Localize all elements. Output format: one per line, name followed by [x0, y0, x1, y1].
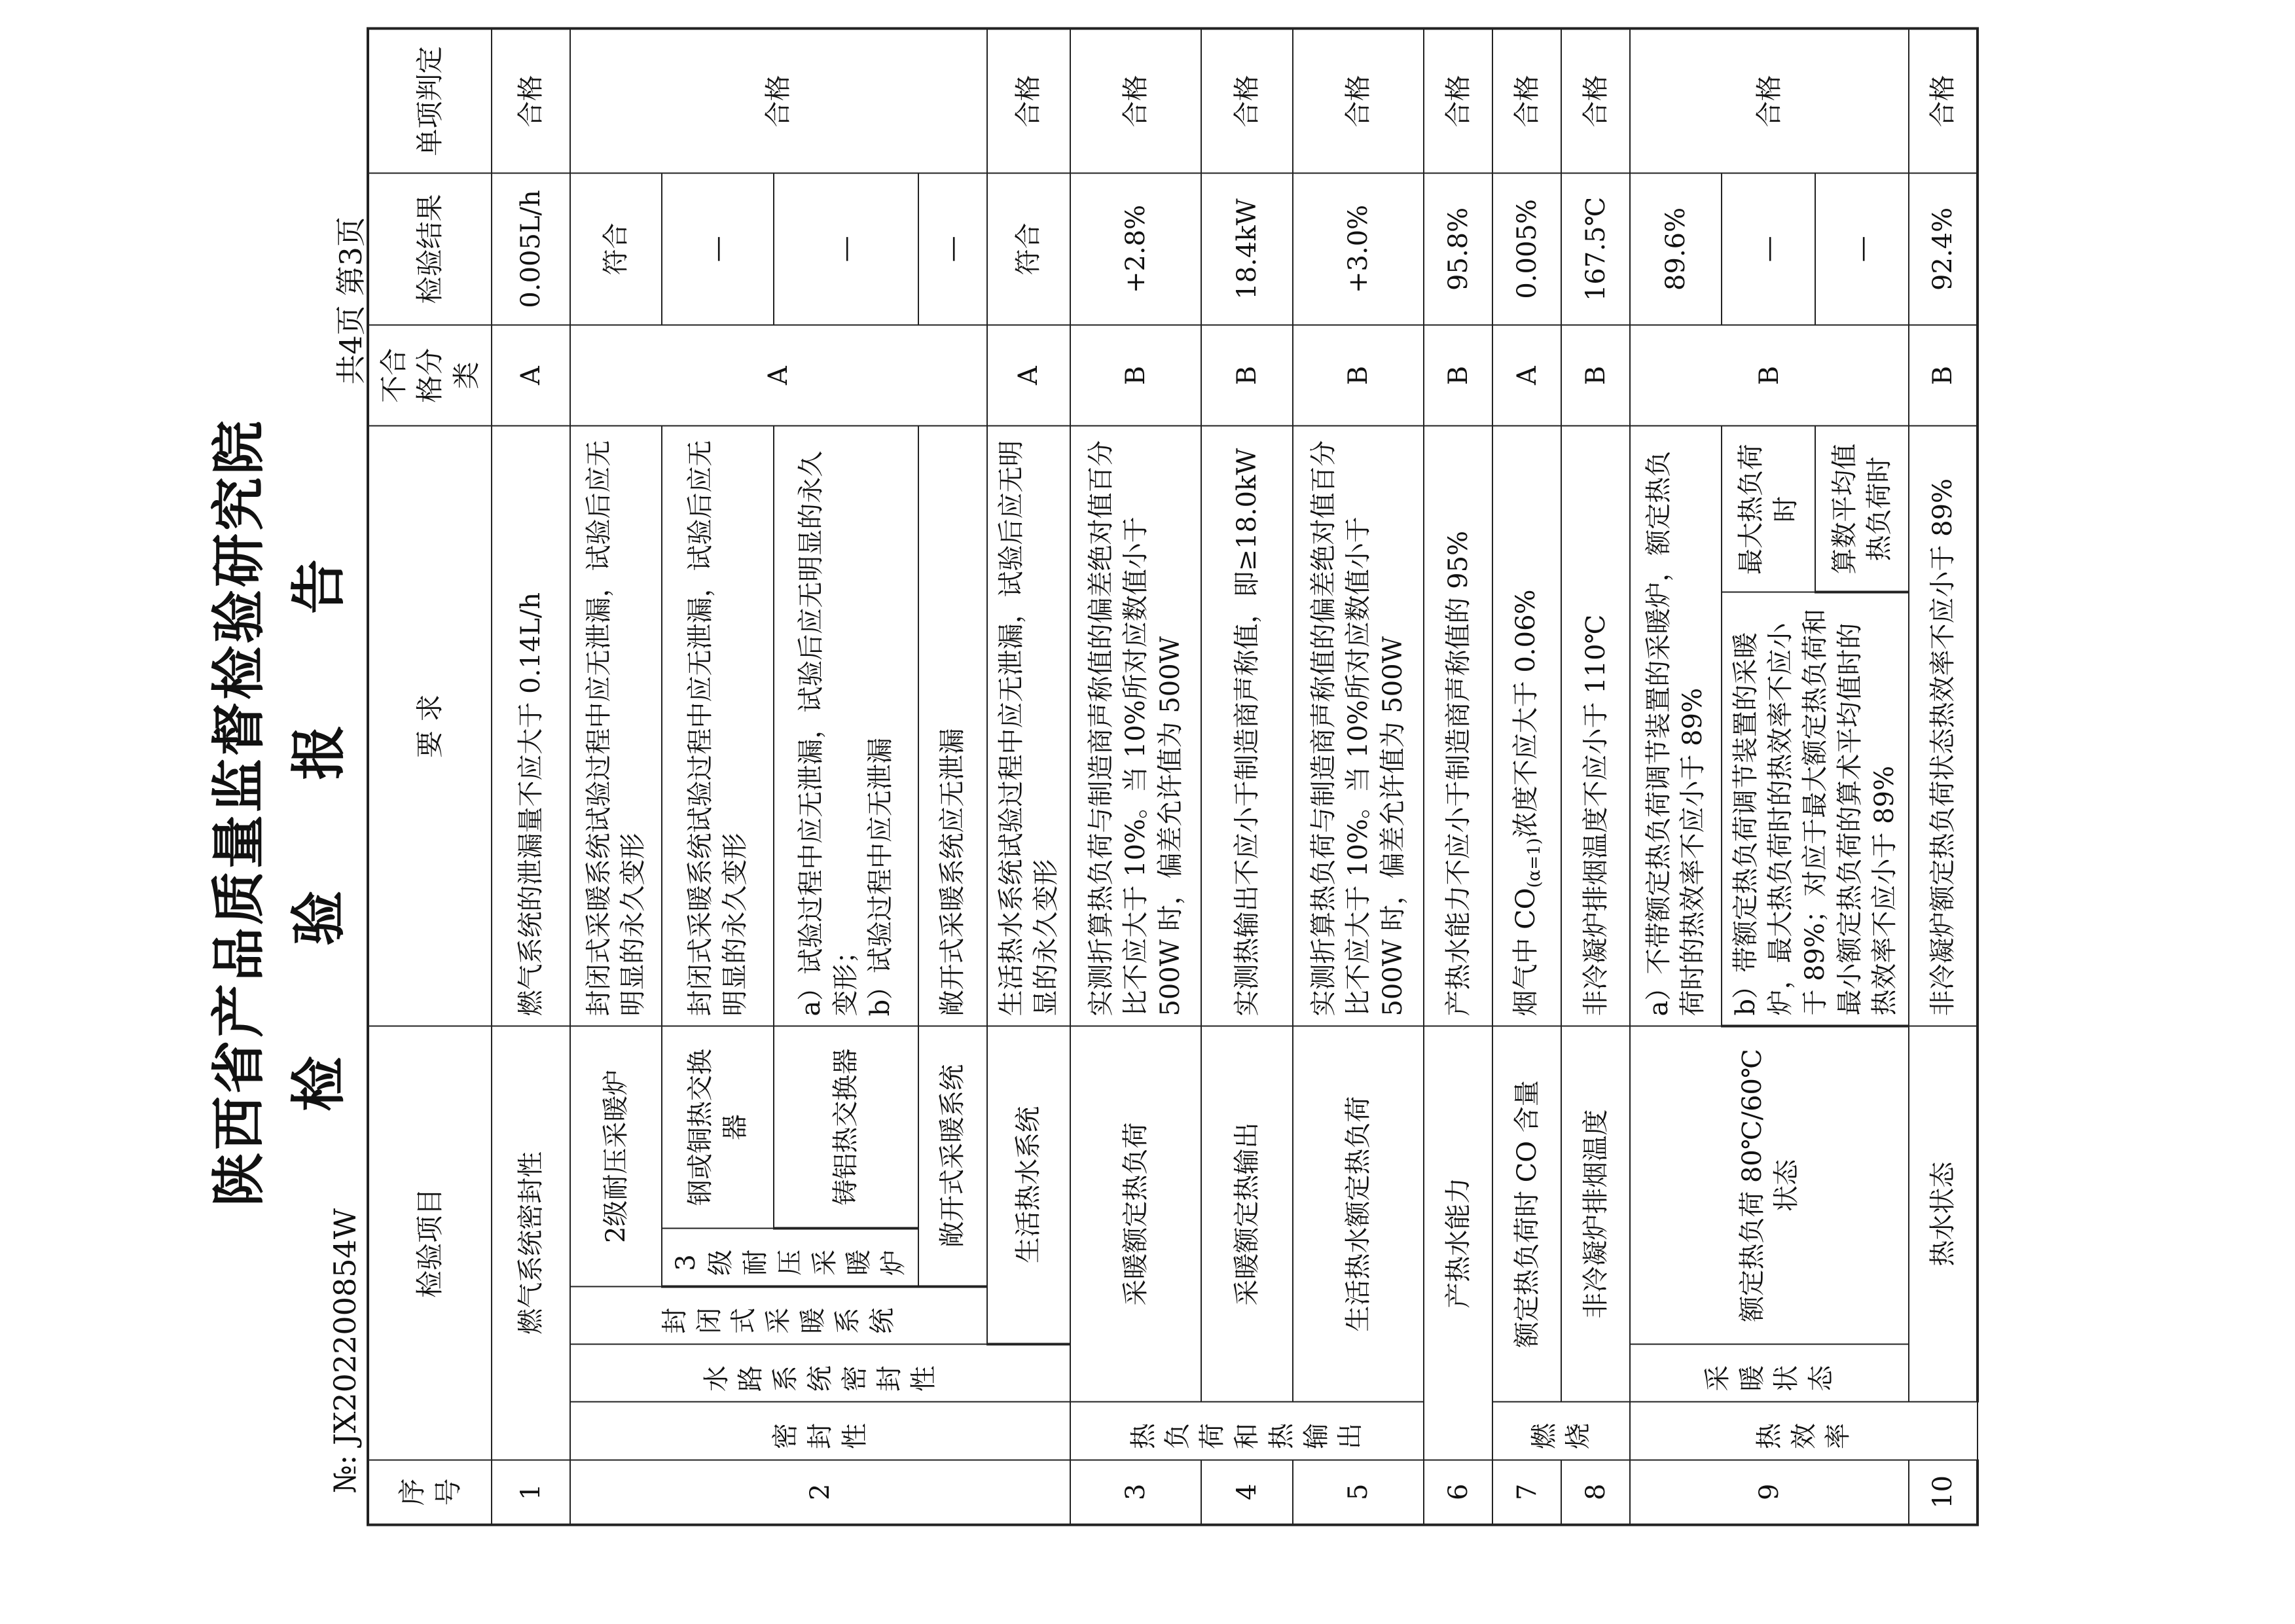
verdict-cell: 合格	[1293, 28, 1424, 173]
requirement-text: 烟气中 CO	[1510, 887, 1541, 1017]
table-row	[987, 28, 1071, 1525]
group-label: 封闭式采暖系统	[570, 1286, 987, 1344]
seq-cell: 5	[1293, 1460, 1424, 1525]
page-info	[327, 216, 370, 393]
table-row	[1424, 28, 1492, 1525]
result-cell: —	[1722, 173, 1815, 325]
col-seq: 序号	[368, 1460, 492, 1525]
result-cell: 符合	[987, 173, 1071, 325]
item-cell: 额定热负荷 80℃/60℃状态	[1630, 1026, 1909, 1344]
col-verdict: 单项判定	[368, 28, 492, 173]
result-cell: 92.4%	[1909, 173, 1978, 325]
col-category: 不合格分 类	[368, 325, 492, 426]
result-cell: 95.8%	[1424, 173, 1492, 325]
verdict-cell: 合格	[1909, 28, 1978, 173]
result-cell: 0.005L/h	[492, 173, 570, 325]
result-cell: 89.6%	[1630, 173, 1722, 325]
requirement-cell: 实测折算热负荷与制造商声称值的偏差绝对值百分比不应大于 10%。当 10%所对应数值小于 500W 时，偏差允许值为 500W	[1070, 425, 1201, 1026]
group-label: 采暖状态	[1630, 1344, 1909, 1401]
category-cell: B	[1201, 325, 1293, 426]
item-cell: 采暖额定热输出	[1201, 1026, 1293, 1401]
item-cell: 热水状态	[1909, 1026, 1978, 1401]
verdict-cell: 合格	[1424, 28, 1492, 173]
requirement-cell: 实测热输出不应小于制造商声称值，即≥18.0kW	[1201, 425, 1293, 1026]
category-cell: B	[1424, 325, 1492, 426]
item-cell: 铸铝热交换器	[774, 1026, 918, 1228]
result-cell: —	[774, 173, 918, 325]
requirement-cell: 生活热水系统试验过程中应无泄漏，试验后应无明显的永久变形	[987, 425, 1071, 1026]
result-cell: +3.0%	[1293, 173, 1424, 325]
verdict-cell: 合格	[570, 28, 987, 173]
item-cell: 钢或铜热交换器	[662, 1026, 774, 1228]
requirement-text: 浓度不应大于 0.06%	[1510, 588, 1541, 838]
table-row	[1630, 28, 1722, 1525]
table-row	[492, 28, 570, 1525]
requirement-cell: 非冷凝炉排烟温度不应小于 110℃	[1561, 425, 1630, 1026]
group-label: 热效率	[1630, 1401, 1978, 1459]
requirement-cell	[1492, 425, 1561, 1026]
requirement-cell: 实测折算热负荷与制造商声称值的偏差绝对值百分比不应大于 10%。当 10%所对应数值小于 500W 时，偏差允许值为 500W	[1293, 425, 1424, 1026]
seq-cell: 1	[492, 1460, 570, 1525]
result-cell: —	[1815, 173, 1909, 325]
total-pages: 共4页	[333, 304, 369, 384]
item-cell: 产热水能力	[1424, 1026, 1492, 1460]
category-cell: A	[987, 325, 1071, 426]
verdict-cell: 合格	[1561, 28, 1630, 173]
requirement-cell: 产热水能力不应小于制造商声称值的 95%	[1424, 425, 1492, 1026]
item-cell: 燃气系统密封性	[492, 1026, 570, 1460]
category-cell: A	[570, 325, 987, 426]
result-cell: 167.5℃	[1561, 173, 1630, 325]
verdict-cell: 合格	[1070, 28, 1201, 173]
requirement-subcell: 算数平均值热负荷时	[1815, 425, 1909, 592]
item-cell: 生活热水系统	[987, 1026, 1071, 1344]
requirement-cell: 燃气系统的泄漏量不应大于 0.14L/h	[492, 425, 570, 1026]
inspection-table	[367, 27, 1979, 1526]
requirement-subscript: (α=1)	[1524, 837, 1544, 888]
group-label: 水路系统密封性	[570, 1344, 1070, 1401]
requirement-cell: 封闭式采暖系统试验过程中应无泄漏，试验后应无明显的永久变形	[662, 425, 774, 1026]
table-row	[1070, 28, 1201, 1525]
requirement-cell: b）带额定热负荷调节装置的采暖炉，最大热负荷时的热效率不应小于 89%；对应于最大额定热负荷和最小额定热负荷的算术平均值时的热效率不应小于 89%	[1722, 592, 1909, 1026]
item-cell: 采暖额定热负荷	[1070, 1026, 1201, 1401]
seq-cell: 6	[1424, 1460, 1492, 1525]
result-cell: +2.8%	[1070, 173, 1201, 325]
table-row	[570, 28, 662, 1525]
category-cell: B	[1070, 325, 1201, 426]
item-cell: 敞开式采暖系统	[918, 1026, 987, 1286]
institute-name: 陕西省产品质量监督检验研究院	[208, 418, 270, 1206]
group-label: 燃烧	[1492, 1401, 1630, 1459]
requirement-cell: 封闭式采暖系统试验过程中应无泄漏，试验后应无明显的永久变形	[570, 425, 662, 1026]
requirement-cell: a）不带额定热负荷调节装置的采暖炉，额定热负荷时的热效率不应小于 89%	[1630, 425, 1722, 1026]
item-cell: 2级耐压采暖炉	[570, 1026, 662, 1286]
verdict-cell: 合格	[987, 28, 1071, 173]
seq-cell: 9	[1630, 1460, 1909, 1525]
table-header-row	[368, 28, 492, 1525]
report-title: 检 验 报 告	[286, 513, 351, 1111]
seq-cell: 4	[1201, 1460, 1293, 1525]
col-requirement: 要 求	[368, 425, 492, 1026]
category-cell: A	[1492, 325, 1561, 426]
result-cell: —	[918, 173, 987, 325]
table-row	[1909, 28, 1978, 1525]
verdict-cell: 合格	[1201, 28, 1293, 173]
result-cell: 0.005%	[1492, 173, 1561, 325]
verdict-cell: 合格	[1630, 28, 1909, 173]
category-cell: A	[492, 325, 570, 426]
item-cell: 生活热水额定热负荷	[1293, 1026, 1424, 1401]
requirement-subcell: 最大热负荷时	[1722, 425, 1815, 592]
seq-cell: 3	[1070, 1460, 1201, 1525]
group-label: 3级耐压采暖炉	[662, 1228, 918, 1286]
seq-cell: 8	[1561, 1460, 1630, 1525]
report-number: №: JX20220085​4W	[327, 1208, 363, 1493]
category-cell: B	[1561, 325, 1630, 426]
table-row	[1293, 28, 1424, 1525]
item-cell: 额定热负荷时 CO 含量	[1492, 1026, 1561, 1401]
category-cell: B	[1293, 325, 1424, 426]
col-result: 检验结果	[368, 173, 492, 325]
table-row	[1492, 28, 1561, 1525]
group-label: 热负荷和热输出	[1070, 1401, 1424, 1459]
result-cell: 18.4kW	[1201, 173, 1293, 325]
requirement-cell: 非冷凝炉额定热负荷状态热效率不应小于 89%	[1909, 425, 1978, 1026]
verdict-cell: 合格	[492, 28, 570, 173]
table-row	[1561, 28, 1630, 1525]
group-label: 密封性	[570, 1401, 1070, 1459]
requirement-cell: 敞开式采暖系统应无泄漏	[918, 425, 987, 1026]
category-cell: B	[1630, 325, 1909, 426]
item-cell: 非冷凝炉排烟温度	[1561, 1026, 1630, 1401]
category-cell: B	[1909, 325, 1978, 426]
col-item: 检验项目	[368, 1026, 492, 1460]
result-cell: 符合	[570, 173, 662, 325]
requirement-cell: a）试验过程中应无泄漏，试验后应无明显的永久变形； b）试验过程中应无泄漏	[774, 425, 918, 1026]
result-cell: —	[662, 173, 774, 325]
verdict-cell: 合格	[1492, 28, 1561, 173]
seq-cell: 10	[1909, 1460, 1978, 1525]
seq-cell: 7	[1492, 1460, 1561, 1525]
seq-cell: 2	[570, 1460, 1070, 1525]
table-row	[1201, 28, 1293, 1525]
page-number: 第3页	[333, 216, 369, 296]
